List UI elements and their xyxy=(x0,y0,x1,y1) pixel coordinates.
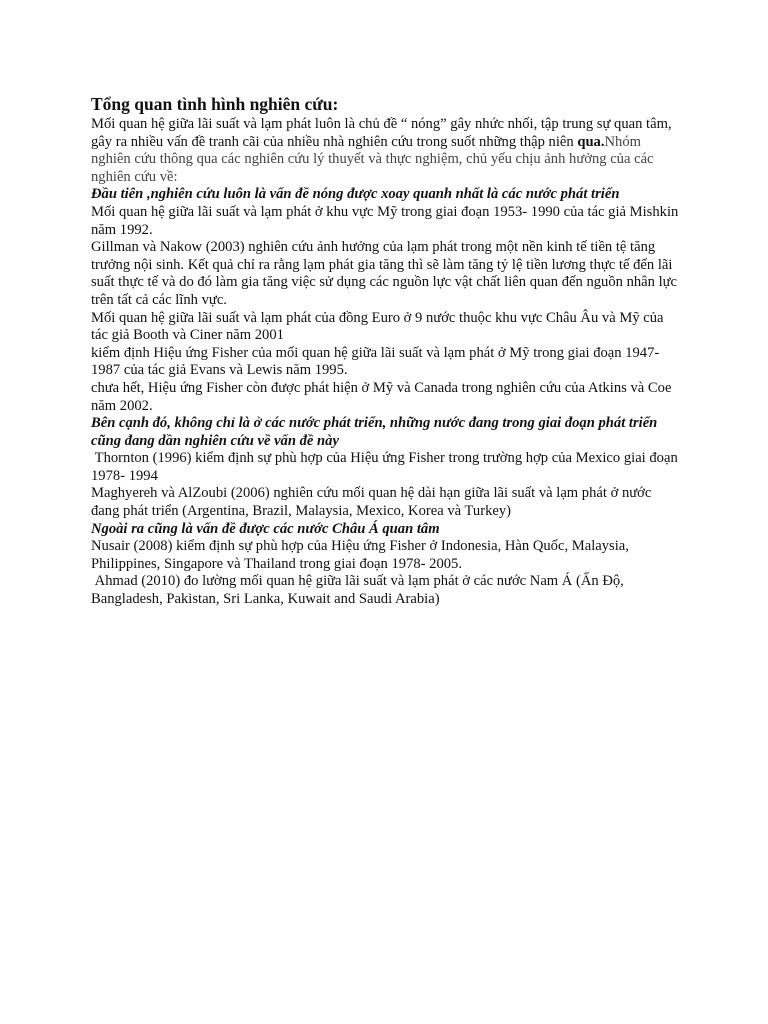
paragraph-mishkin: Mối quan hệ giữa lãi suất và lạm phát ở khu vực Mỹ trong giai đoạn 1953- 1990 của tác giả Mishkin năm 1992. xyxy=(91,203,679,238)
intro-bold-word: qua. xyxy=(577,133,605,150)
paragraph-thornton: Thornton (1996) kiểm định sự phù hợp của Hiệu ứng Fisher trong trường hợp của Mexico giai đoạn 1978- 1994 xyxy=(91,450,682,484)
paragraph-nusair: Nusair (2008) kiểm định sự phù hợp của Hiệu ứng Fisher ở Indonesia, Hàn Quốc, Malaysia, Philippines, Singapore và Thailand trong giai đoạn 1978- 2005. xyxy=(91,538,629,572)
paragraph-evans-lewis: kiểm định Hiệu ứng Fisher của mối quan hệ giữa lãi suất và lạm phát ở Mỹ trong giai đoạn 1947-1987 của tác giả Evans và Lewis năm 1995. xyxy=(91,344,660,379)
section-heading-asia: Ngoài ra cũng là vấn đề được các nước Châu Á quan tâm xyxy=(91,520,440,537)
paragraph-atkins-coe: chưa hết, Hiệu ứng Fisher còn được phát hiện ở Mỹ và Canada trong nghiên cứu của Atkins và Coe năm 2002. xyxy=(91,379,672,414)
intro-paragraph xyxy=(91,116,681,186)
section-heading-developed: Đầu tiên ,nghiên cứu luôn là vấn đề nóng được xoay quanh nhất là các nước phát triển xyxy=(91,186,620,203)
document-page xyxy=(91,94,681,609)
intro-main-text: Mối quan hệ giữa lãi suất và lạm phát luôn là chủ đề “ nóng” gây nhức nhối, tập trung sự quan tâm, gây ra nhiều vấn đề tranh cãi của nhiều nhà nghiên cứu trong suốt những thập niên xyxy=(91,116,672,150)
paragraph-booth-ciner: Mối quan hệ giữa lãi suất và lạm phát của đồng Euro ở 9 nước thuộc khu vực Châu Âu và Mỹ của tác giả Booth và Ciner năm 2001 xyxy=(91,309,664,344)
document-title: Tổng quan tình hình nghiên cứu: xyxy=(91,94,339,114)
paragraph-gillman-nakow: Gillman và Nakow (2003) nghiên cứu ảnh hưởng của lạm phát trong một nền kinh tế tiền tệ tăng trưởng nội sinh. Kết quả chỉ ra rằng lạm phát gia tăng thì sẽ làm tăng tỷ lệ tiền lương thực tế đến lãi suất thực tế và do đó làm gia tăng việc sử dụng các nguồn lực vật chất liên quan đến nguồn nhân lực trên tất cả các lĩnh vực. xyxy=(91,239,678,308)
paragraph-maghyereh-alzoubi: Maghyereh và AlZoubi (2006) nghiên cứu mối quan hệ dài hạn giữa lãi suất và lạm phát ở nước đang phát triển (Argentina, Brazil, Malaysia, Mexico, Korea và Turkey) xyxy=(91,485,652,520)
intro-continuation-text: Nhóm nghiên cứu thông qua các nghiên cứu lý thuyết và thực nghiệm, chủ yếu chịu ảnh hưởng của các nghiên cứu về: xyxy=(91,133,654,185)
section-heading-developing: Bên cạnh đó, không chỉ là ở các nước phát triển, những nước đang trong giai đoạn phát triển cũng đang dần nghiên cứu về vấn đề này xyxy=(91,415,658,449)
paragraph-ahmad: Ahmad (2010) đo lường mối quan hệ giữa lãi suất và lạm phát ở các nước Nam Á (Ấn Độ, Bangladesh, Pakistan, Sri Lanka, Kuwait and Saudi Arabia) xyxy=(91,573,628,608)
